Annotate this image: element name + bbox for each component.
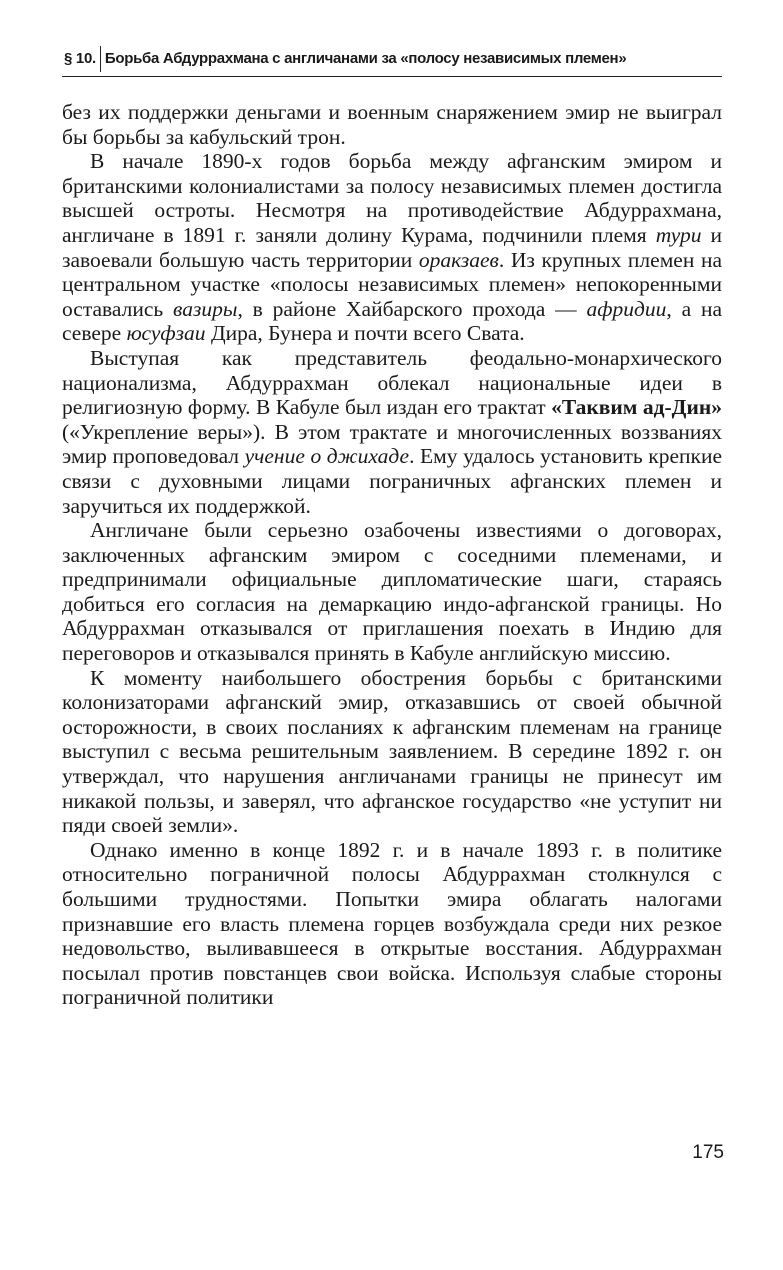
running-head-title: Борьба Абдуррахмана с англичанами за «полосу независимых племен» xyxy=(100,46,626,72)
italic-term: тури xyxy=(655,222,702,247)
italic-term: юсуфзаи xyxy=(126,321,206,346)
text-run: , в районе Хайбарского прохода — xyxy=(237,296,587,321)
section-number: § 10. xyxy=(64,50,96,67)
paragraph xyxy=(62,149,722,346)
italic-term: афридии xyxy=(586,296,667,321)
paragraph xyxy=(62,518,722,666)
text-run: В начале 1890-х годов борьба между афганским эмиром и британскими колониалистами за полосу независимых племен достигла высшей остроты. Несмотря на противодействие Абдуррахмана, англичане в 1891 г. заняли долину Курама, подчинили племя xyxy=(62,149,722,247)
bold-term: «Таквим ад-Дин» xyxy=(551,395,722,420)
italic-term: вазиры xyxy=(173,296,238,321)
text-run: . Ему удалось установить крепкие связи с духовными лицами пограничных афганских племен и заручиться их поддержкой. xyxy=(62,444,722,518)
text-run: и завоевали большую часть территории xyxy=(62,222,723,272)
paragraph xyxy=(62,666,722,838)
body-text xyxy=(62,100,722,1010)
text-run: , а на севере xyxy=(62,296,723,346)
italic-term: учение о джихаде xyxy=(244,444,410,469)
paragraph xyxy=(62,838,722,1010)
text-run: без их поддержки деньгами и военным снаряжением эмир не выиграл бы борьбы за кабульский трон. xyxy=(62,100,722,149)
text-run: К моменту наибольшего обострения борьбы с британскими колонизаторами афганский эмир, отказавшись от своей обычной осторожности, в своих посланиях к афганским племенам на границе выступил с весьма решительным заявлением. В середине 1892 г. он утверждал, что нарушения англичанами границы не принесут им никакой пользы, и заверял, что афганское государство «не уступит ни пяди своей земли». xyxy=(62,665,722,838)
text-run: Однако именно в конце 1892 г. и в начале 1893 г. в политике относительно пограничной полосы Абдуррахман столкнулся с большими трудностями. Попытки эмира облагать налогами признавшие его власть племена горцев возбуждала среди них резкое недовольство, выливавшееся в открытые восстания. Абдуррахман посылал против повстанцев свои войска. Используя слабые стороны пограничной политики xyxy=(62,837,722,1010)
paragraph xyxy=(62,100,722,149)
text-run: Выступая как представитель феодально-монархического национализма, Абдуррахман облекал национальные идеи в религиозную форму. В Кабуле был издан его трактат xyxy=(62,345,722,420)
text-run: Дира, Бунера и почти всего Свата. xyxy=(205,321,525,346)
paragraph xyxy=(62,346,722,518)
page-number: 175 xyxy=(692,1142,724,1163)
running-head xyxy=(62,46,722,77)
text-run: Англичане были серьезно озабочены известиями о договорах, заключенных афганским эмиром с соседними племенами, и предпринимали официальные дипломатические шаги, стараясь добиться его согласия на демаркацию индо-афганской границы. Но Абдуррахман отказывался от приглашения поехать в Индию для переговоров и отказывался принять в Кабуле английскую миссию. xyxy=(62,518,722,666)
text-run: . Из крупных племен на центральном участке «полосы независимых племен» непокоренными оставались xyxy=(62,247,723,321)
text-run: («Укрепление веры»). В этом трактате и многочисленных воззваниях эмир проповедовал xyxy=(62,419,722,469)
italic-term: оракзаев xyxy=(418,247,499,272)
